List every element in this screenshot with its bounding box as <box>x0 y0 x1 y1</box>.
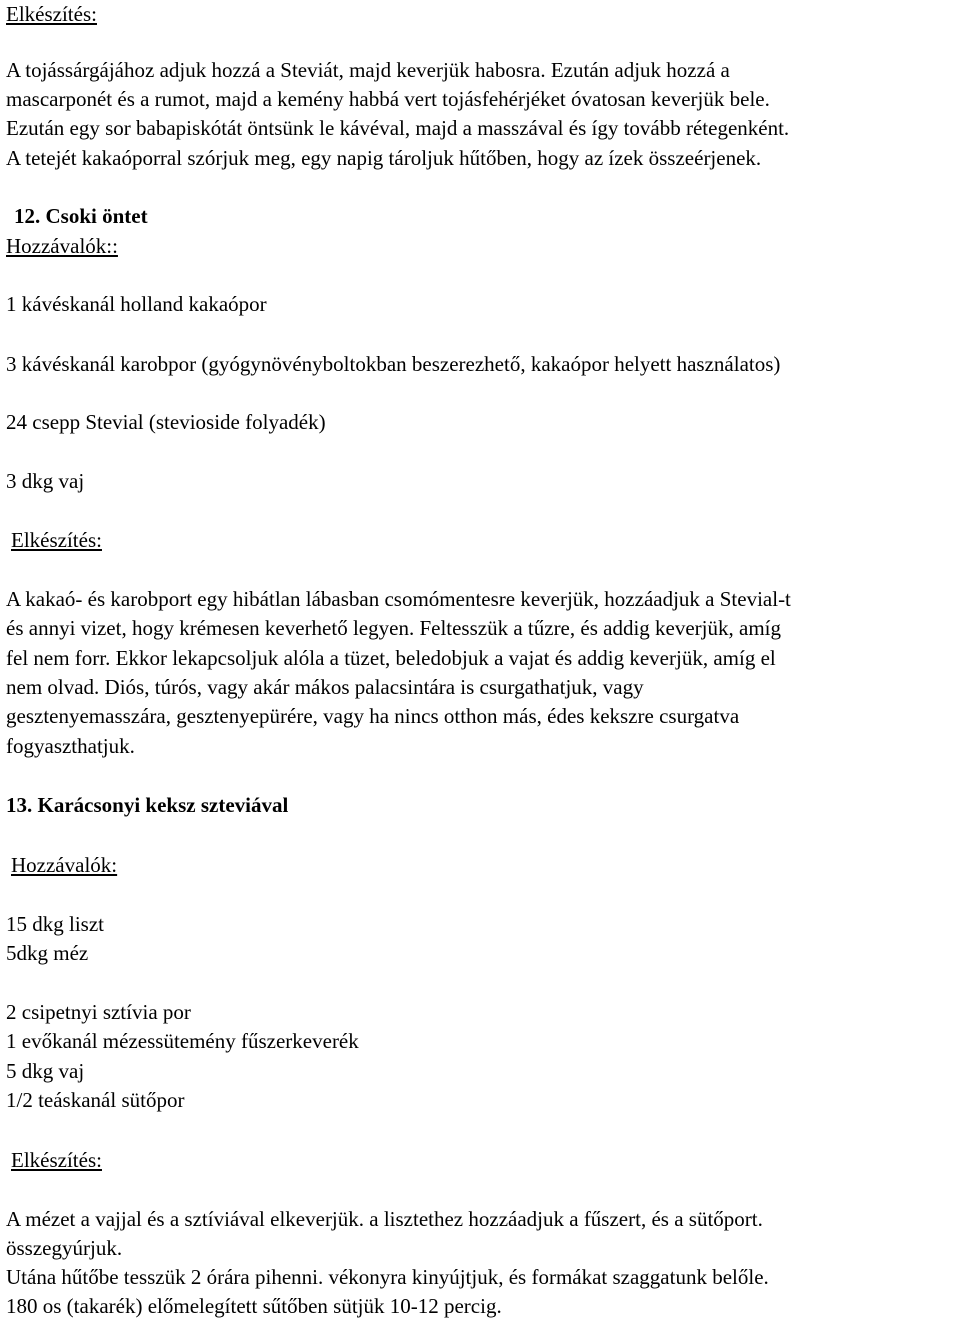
paragraph-line: 180 os (takarék) előmelegített sűtőben sütjük 10-12 percig. <box>6 1294 502 1318</box>
ingredient-item: 1 evőkanál mézessütemény fűszerkeverék <box>6 1029 359 1053</box>
paragraph-line: nem olvad. Diós, túrós, vagy akár mákos palacsintára is csurgathatjuk, vagy <box>6 675 644 699</box>
paragraph-line: Ezután egy sor babapiskótát öntsünk le kávéval, majd a masszával és így tovább rétegenként. <box>6 116 790 140</box>
ingredients-heading: Hozzávalók:: <box>6 234 118 258</box>
ingredients-heading: Hozzávalók: <box>11 853 118 877</box>
paragraph-line: gesztenyemasszára, gesztenyepürére, vagy ha nincs otthon más, édes kekszre csurgatva <box>6 704 740 728</box>
paragraph-line: fogyaszthatjuk. <box>6 734 135 758</box>
method-heading: Elkészítés: <box>11 528 102 552</box>
paragraph-line: Utána hűtőbe tesszük 2 órára pihenni. vékonyra kinyújtjuk, és formákat szaggatunk belőle. <box>6 1265 769 1289</box>
recipe-title: 12. Csoki öntet <box>14 204 148 228</box>
paragraph-line: A kakaó- és karobport egy hibátlan lábasban csomómentesre keverjük, hozzáadjuk a Stevial-t <box>6 587 791 611</box>
paragraph-line: fel nem forr. Ekkor lekapcsoljuk alóla a tüzet, beledobjuk a vajat és addig keverjük, amíg el <box>6 646 776 670</box>
ingredient-item: 3 dkg vaj <box>6 469 85 493</box>
ingredient-item: 1/2 teáskanál sütőpor <box>6 1088 185 1112</box>
paragraph-line: és annyi vizet, hogy krémesen keverhető legyen. Feltesszük a tűzre, és addig keverjük, amíg <box>6 616 781 640</box>
ingredient-item: 3 kávéskanál karobpor (gyógynövényboltokban beszerezhető, kakaópor helyett használatos) <box>6 352 781 376</box>
paragraph-line: A tetejét kakaóporral szórjuk meg, egy napig tároljuk hűtőben, hogy az ízek összeérjenek. <box>6 146 762 170</box>
ingredient-item: 1 kávéskanál holland kakaópor <box>6 292 267 316</box>
ingredient-item: 2 csipetnyi sztívia por <box>6 1000 191 1024</box>
recipe-title: 13. Karácsonyi keksz szteviával <box>6 793 289 817</box>
paragraph-line: A mézet a vajjal és a sztíviával elkeverjük. a lisztethez hozzáadjuk a fűszert, és a sütőport. <box>6 1207 763 1231</box>
ingredient-item: 24 csepp Stevial (stevioside folyadék) <box>6 410 326 434</box>
ingredient-item: 15 dkg liszt <box>6 912 104 936</box>
method-heading: Elkészítés: <box>11 1148 102 1172</box>
paragraph-line: A tojássárgájához adjuk hozzá a Steviát, majd keverjük habosra. Ezután adjuk hozzá a <box>6 58 730 82</box>
method-heading: Elkészítés: <box>6 2 97 26</box>
paragraph-line: mascarponét és a rumot, majd a kemény habbá vert tojásfehérjéket óvatosan keverjük bele. <box>6 87 770 111</box>
paragraph-line: összegyúrjuk. <box>6 1236 123 1260</box>
ingredient-item: 5 dkg vaj <box>6 1059 85 1083</box>
ingredient-item: 5dkg méz <box>6 941 89 965</box>
